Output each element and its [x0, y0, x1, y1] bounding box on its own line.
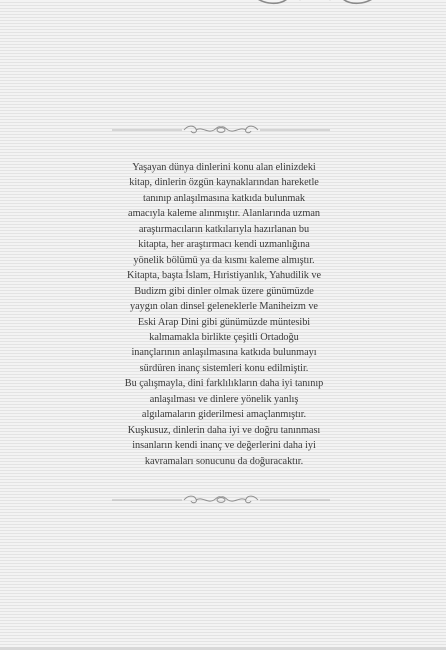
- paragraph-line: kitap, dinlerin özgün kaynaklarından hareketle: [129, 177, 319, 189]
- bottom-flourish-divider-icon: [112, 494, 330, 506]
- paragraph-line: sürdüren inanç sistemleri konu edilmiştir.: [139, 362, 309, 374]
- top-flourish-divider-icon: [112, 124, 330, 136]
- paragraph-line: algılamaların giderilmesi amaçlanmıştır.: [141, 409, 307, 421]
- paragraph-line: anlaşılması ve dinlere yönelik yanlış: [149, 393, 299, 405]
- paragraph-line: Bu çalışmayla, dini farklılıkların daha iyi tanınıp: [124, 378, 324, 390]
- paragraph-line: Budizm gibi dinler olmak üzere günümüzde: [134, 285, 314, 297]
- paragraph-line: yaygın olan dinsel geleneklerle Maniheizm ve: [130, 301, 318, 313]
- paragraph-line: Yaşayan dünya dinlerini konu alan elinizdeki: [132, 162, 316, 173]
- paragraph-line: Kitapta, başta İslam, Hıristiyanlık, Yahudilik ve: [126, 270, 322, 282]
- paragraph-line: kitapta, her araştırmacı kendi uzmanlığına: [138, 239, 310, 251]
- paragraph-line: kavramaları sonucunu da doğuracaktır.: [144, 455, 304, 467]
- paragraph-line: inançlarının anlaşılmasına katkıda bulunmayı: [131, 347, 317, 359]
- paragraph-line: Kuşkusuz, dinlerin daha iyi ve doğru tanınması: [127, 424, 321, 436]
- top-ornament-icon: [225, 0, 405, 8]
- paragraph-line: kalmamakla birlikte çeşitli Ortadoğu: [149, 331, 299, 343]
- paragraph-line: insanların kendi inanç ve değerlerini daha iyi: [132, 440, 316, 452]
- paragraph-line: araştırmacıların katkılarıyla hazırlanan bu: [138, 223, 310, 235]
- back-cover-description: [108, 160, 340, 469]
- paragraph-line: amacıyla kaleme alınmıştır. Alanlarında uzman: [128, 208, 320, 220]
- paragraph-line: yönelik bölümü ya da kısmı kaleme almıştır.: [133, 254, 315, 266]
- paragraph-line: tanınıp anlaşılmasına katkıda bulunmak: [143, 192, 305, 204]
- paragraph-line: Eski Arap Dini gibi günümüzde müntesibi: [137, 316, 311, 328]
